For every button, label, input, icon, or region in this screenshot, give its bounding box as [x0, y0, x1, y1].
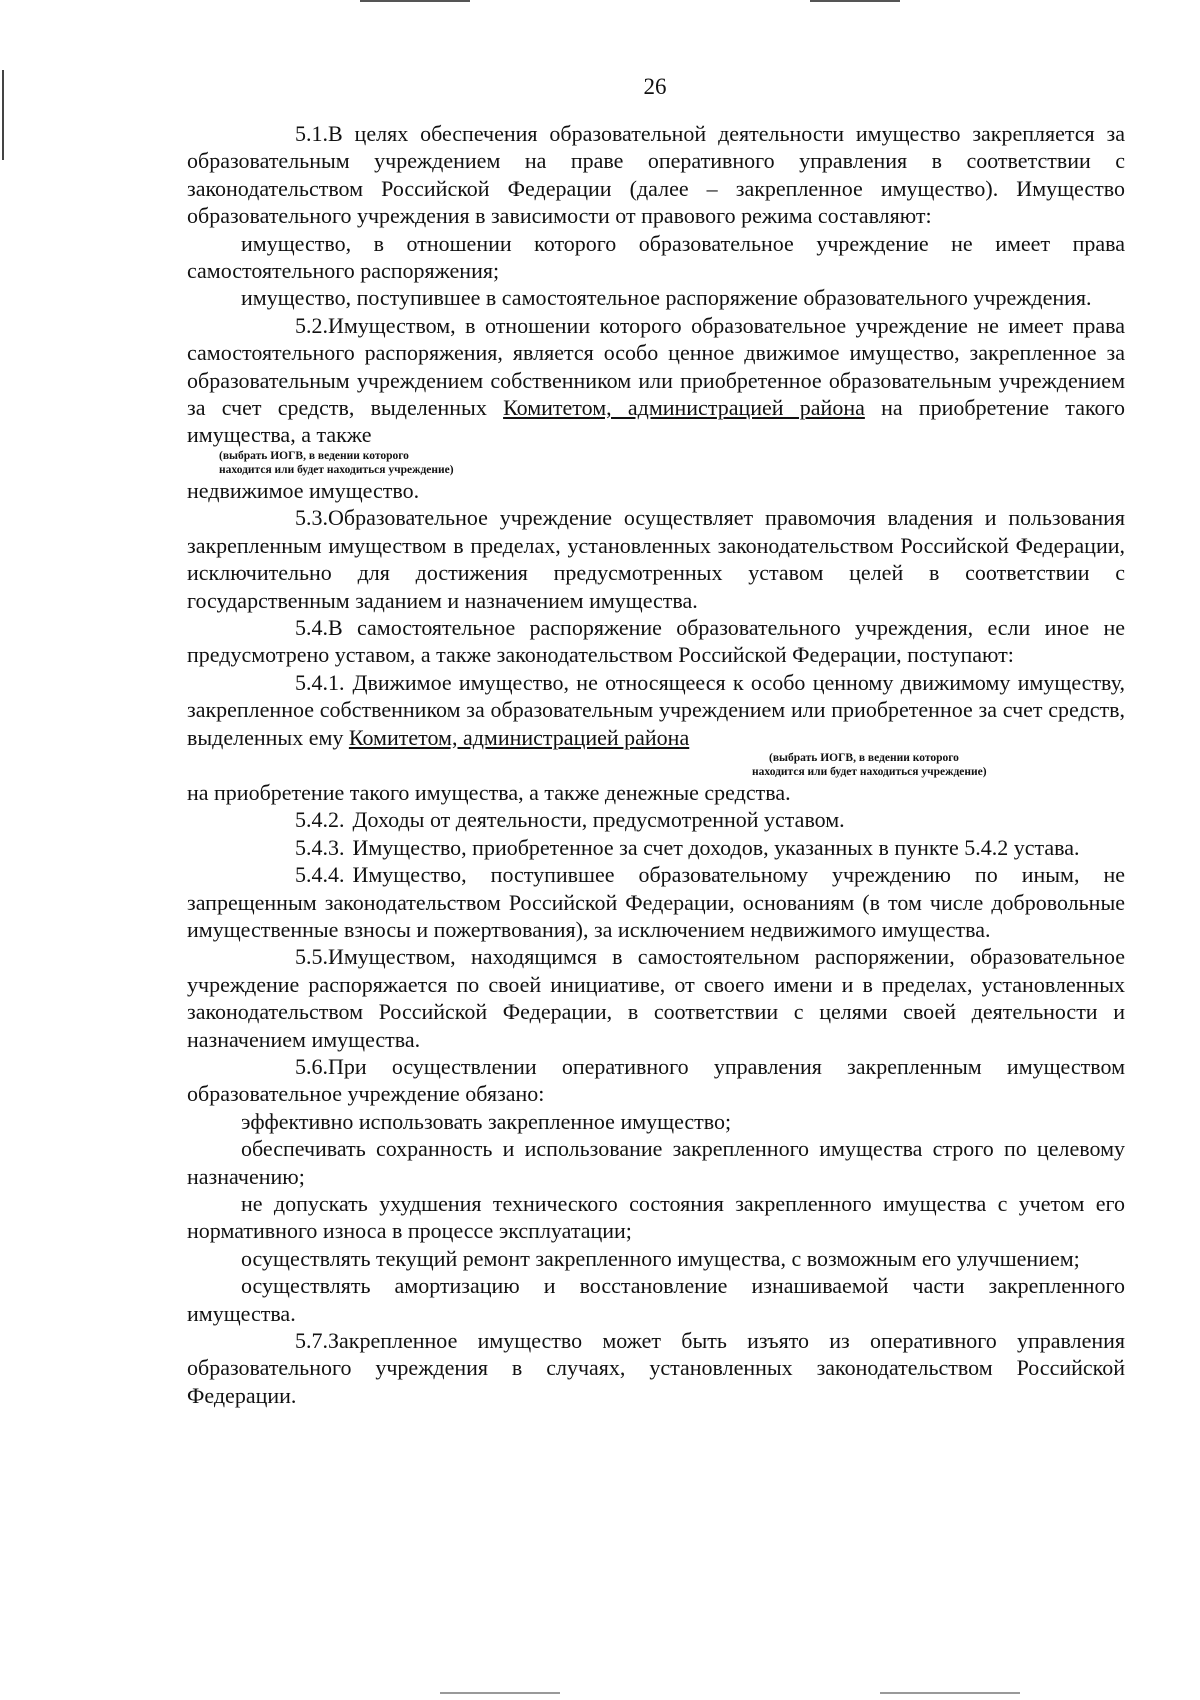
paragraph-5-1: [187, 120, 1125, 230]
paragraph-5-1-b: имущество, поступившее в самостоятельное распоряжение образовательного учреждения.: [241, 285, 1092, 311]
scan-mark: [440, 1692, 560, 1694]
footnote-instruction: (выбрать ИОГВ, в ведении которого: [769, 751, 959, 764]
clause-text: Движимое имущество, не относящееся к особо ценному движимому имуществу, закрепленное собственником за образовательным учреждением или приобретенное за счет средств, выделенных ему: [187, 669, 1125, 750]
clause-text: При осуществлении оперативного управления закрепленным имуществом образовательное учреждение обязано:: [187, 1054, 1125, 1107]
clause-number: 5.6.: [295, 1054, 328, 1079]
footnote-instruction: (выбрать ИОГВ, в ведении которого: [219, 449, 409, 462]
clause-text: Закрепленное имущество может быть изъято из оперативного управления образовательного учреждения в случаях, установленных законодательством Российской Федерации.: [187, 1328, 1125, 1408]
paragraph-5-2-tail: недвижимое имущество.: [187, 477, 420, 503]
clause-text-after: на приобретение такого имущества, а также: [187, 395, 1126, 448]
clause-number: 5.5.: [295, 944, 328, 970]
clause-number: 5.4.1.: [295, 669, 345, 695]
scan-mark: [880, 1692, 1020, 1694]
obligation-item: эффективно использовать закрепленное имущество;: [241, 1108, 732, 1134]
clause-text: Имуществом, находящимся в самостоятельном распоряжении, образовательное учреждение распоряжается по своей инициативе, от своего имени и в пределах, установленных законодательством Российской Федерации, в соответствии с целями своей деятельности и назначением имущества.: [187, 944, 1125, 1052]
paragraph-5-4-2: [187, 806, 1125, 833]
paragraph-5-4-1-tail: на приобретение такого имущества, а также денежные средства.: [187, 779, 791, 805]
footnote-instruction: находится или будет находиться учреждение): [219, 463, 454, 476]
paragraph-5-7: [187, 1327, 1125, 1409]
clause-text: Доходы от деятельности, предусмотренной уставом.: [352, 807, 845, 833]
obligation-item: осуществлять амортизацию и восстановление изнашиваемой части закрепленного имущества.: [187, 1273, 1125, 1326]
clause-text: Имущество, приобретенное за счет доходов, указанных в пункте 5.4.2 устава.: [352, 834, 1080, 860]
document-body: [187, 120, 1125, 1409]
paragraph-5-2: [187, 312, 1125, 449]
clause-text: В самостоятельное распоряжение образовательного учреждения, если иное не предусмотрено уставом, а также законодательством Российской Федерации, поступают:: [187, 614, 1125, 668]
clause-number: 5.4.4.: [295, 862, 345, 888]
page-number: 26: [643, 74, 667, 99]
clause-number: 5.7.: [295, 1328, 328, 1354]
paragraph-5-4-4: [187, 861, 1125, 943]
paragraph-5-1-a: имущество, в отношении которого образовательное учреждение не имеет права самостоятельного распоряжения;: [187, 230, 1125, 284]
paragraph-5-4-1: [187, 669, 1125, 751]
underlined-authority: Комитетом, администрацией района: [348, 724, 690, 750]
paragraph-5-4-3: [187, 834, 1125, 861]
clause-text: Образовательное учреждение осуществляет правомочия владения и пользования закрепленным имуществом в пределах, установленных законодательством Российской Федерации, исключительно для достижения предусмотренных уставом целей в соответствии с государственным заданием и назначением имущества.: [187, 505, 1125, 613]
clause-number: 5.2.: [295, 312, 328, 338]
scan-mark: [360, 0, 470, 2]
obligation-item: осуществлять текущий ремонт закрепленного имущества, с возможным его улучшением;: [241, 1245, 1080, 1271]
paragraph-5-5: [187, 943, 1125, 1053]
clause-number: 5.3.: [295, 505, 328, 531]
paragraph-5-6: [187, 1053, 1125, 1108]
paragraph-5-4: [187, 614, 1125, 669]
clause-number: 5.1.: [295, 121, 328, 146]
underlined-authority: Комитетом, администрацией района: [503, 395, 865, 421]
clause-number: 5.4.2.: [295, 807, 345, 833]
clause-number: 5.4.3.: [295, 834, 345, 860]
clause-number: 5.4.: [295, 614, 328, 640]
clause-text: Имуществом, в отношении которого образовательное учреждение не имеет права самостоятельного распоряжения, является особо ценное движимое имущество, закрепленное за образовательным учреждением собственником или приобретенное образовательным учреждением за счет средств, выделенных: [187, 312, 1125, 421]
footnote-instruction: находится или будет находиться учреждение): [752, 765, 987, 778]
obligation-item: обеспечивать сохранность и использование закрепленного имущества строго по целевому назначению;: [187, 1136, 1125, 1189]
scan-mark: [810, 0, 900, 2]
clause-text: Имущество, поступившее образовательному учреждению по иным, не запрещенным законодательством Российской Федерации, основаниям (в том числе добровольные имущественные взносы и пожертвования), за исключением недвижимого имущества.: [187, 862, 1125, 942]
paragraph-5-3: [187, 504, 1125, 614]
clause-text: В целях обеспечения образовательной деятельности имущество закрепляется за образовательным учреждением на праве оперативного управления в соответствии с законодательством Российской Федерации (далее – закрепленное имущество). Имущество образовательного учреждения в зависимости от правового режима составляют:: [187, 121, 1125, 229]
obligation-item: не допускать ухудшения технического состояния закрепленного имущества с учетом его нормативного износа в процессе эксплуатации;: [187, 1191, 1125, 1244]
